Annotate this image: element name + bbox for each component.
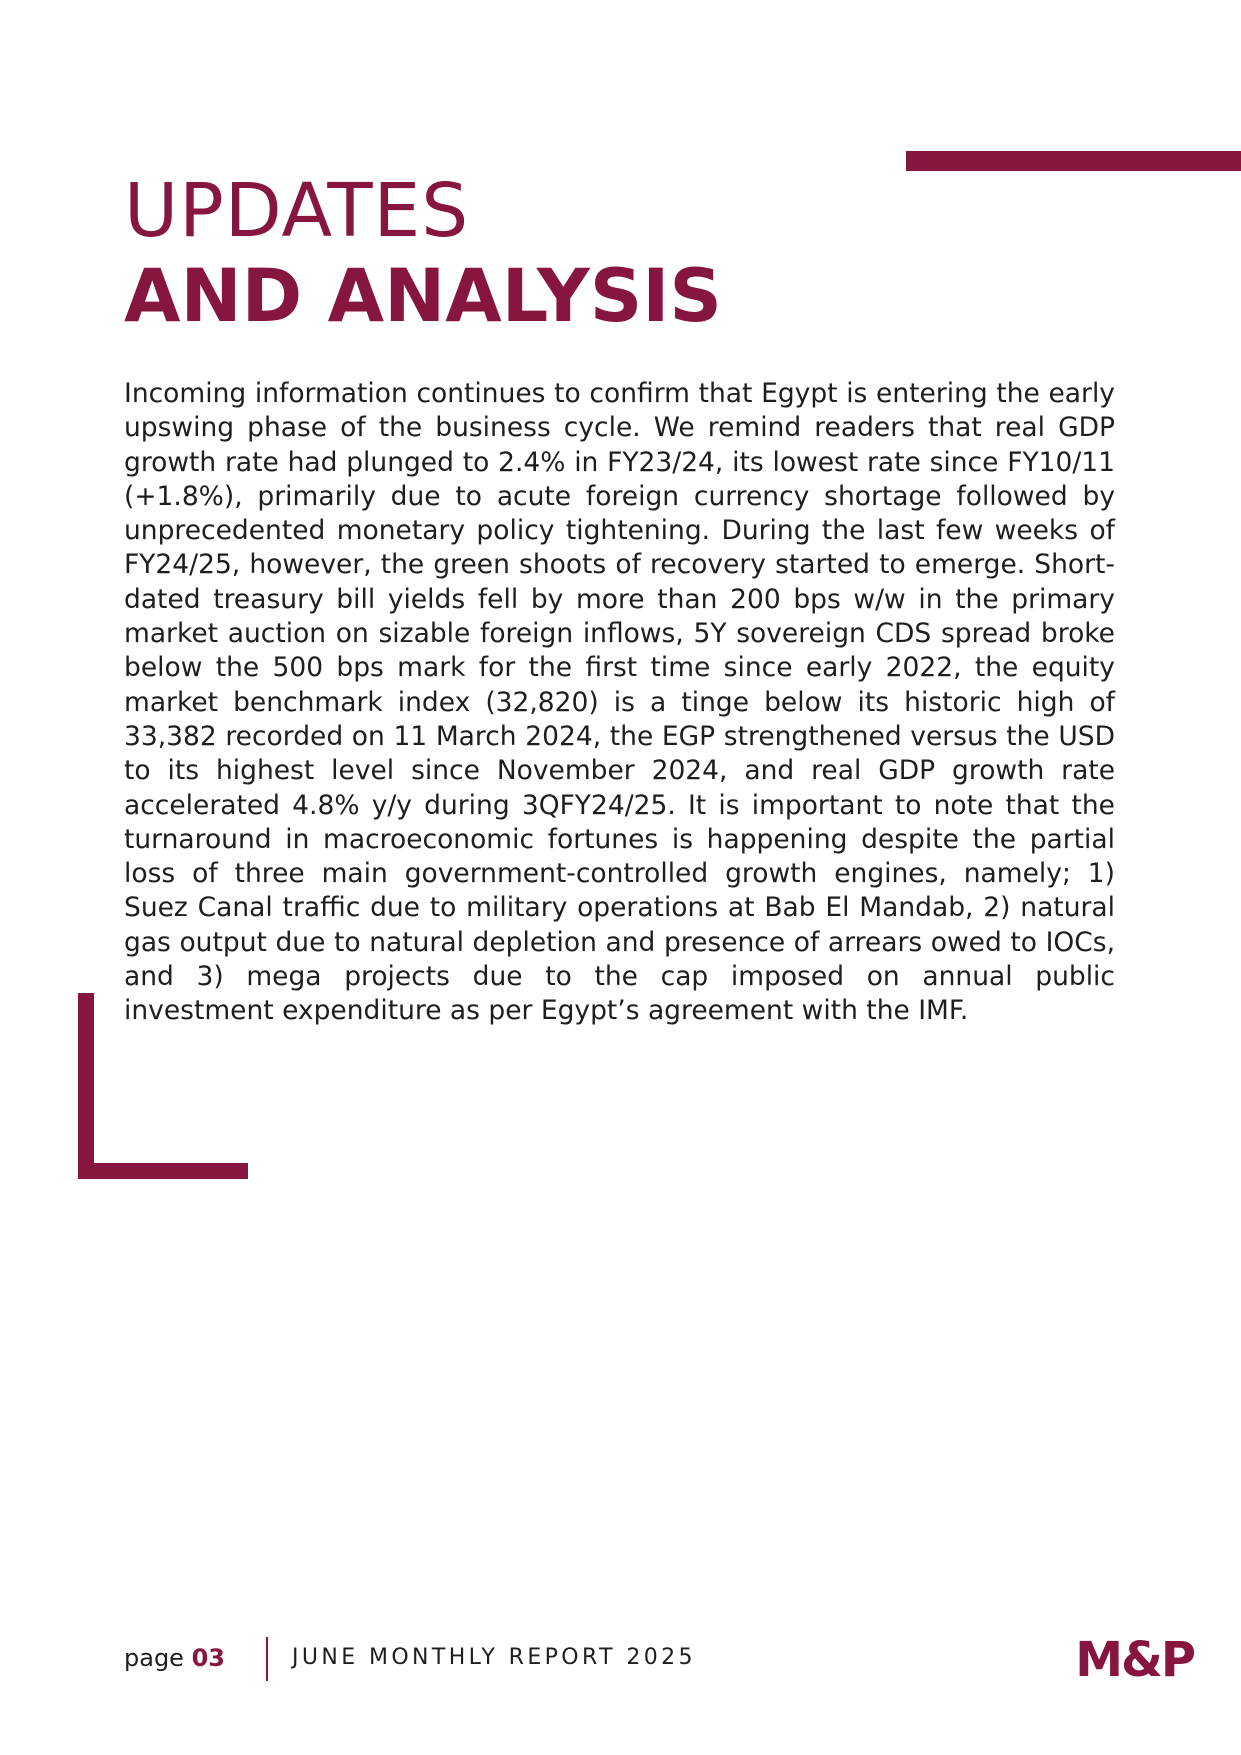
page-title: [124, 168, 722, 340]
page-title-line2: AND ANALYSIS: [124, 254, 723, 339]
page-number: 03: [191, 1644, 225, 1672]
body-paragraph: Incoming information continues to confirm that Egypt is entering the early upswing phase of the business cycle. We remind readers that real GDP growth rate had plunged to 2.4% in FY23/24, its lowest rate since FY10/11 (+1.8%), primarily due to acute foreign currency shortage followed by unprecedented monetary policy tightening. During the last few weeks of FY24/25, however, the green shoots of recovery started to emerge. Short-dated treasury bill yields fell by more than 200 bps w/w in the primary market auction on sizable foreign inflows, 5Y sovereign CDS spread broke below the 500 bps mark for the first time since early 2022, the equity market benchmark index (32,820) is a tinge below its historic high of 33,382 recorded on 11 March 2024, the EGP strengthened versus the USD to its highest level since November 2024, and real GDP growth rate accelerated 4.8% y/y during 3QFY24/25. It is important to note that the turnaround in macroeconomic fortunes is happening despite the partial loss of three main government-controlled growth engines, namely; 1) Suez Canal traffic due to military operations at Bab El Mandab, 2) natural gas output due to natural depletion and presence of arrears owed to IOCs, and 3) mega projects due to the cap imposed on annual public investment expenditure as per Egypt’s agreement with the IMF.: [124, 378, 1115, 1027]
page-title-line1: UPDATES: [124, 168, 470, 254]
footer: [124, 1632, 1194, 1688]
bracket-decoration-horizontal: [78, 1163, 248, 1179]
brand-logo: M&P: [1075, 1632, 1194, 1688]
page-indicator: [124, 1644, 225, 1672]
report-title: JUNE MONTHLY REPORT 2025: [292, 1645, 696, 1670]
page-label: page: [124, 1644, 184, 1672]
footer-divider: [266, 1637, 268, 1681]
top-accent-bar: [906, 151, 1241, 171]
bracket-decoration-vertical: [78, 993, 94, 1179]
